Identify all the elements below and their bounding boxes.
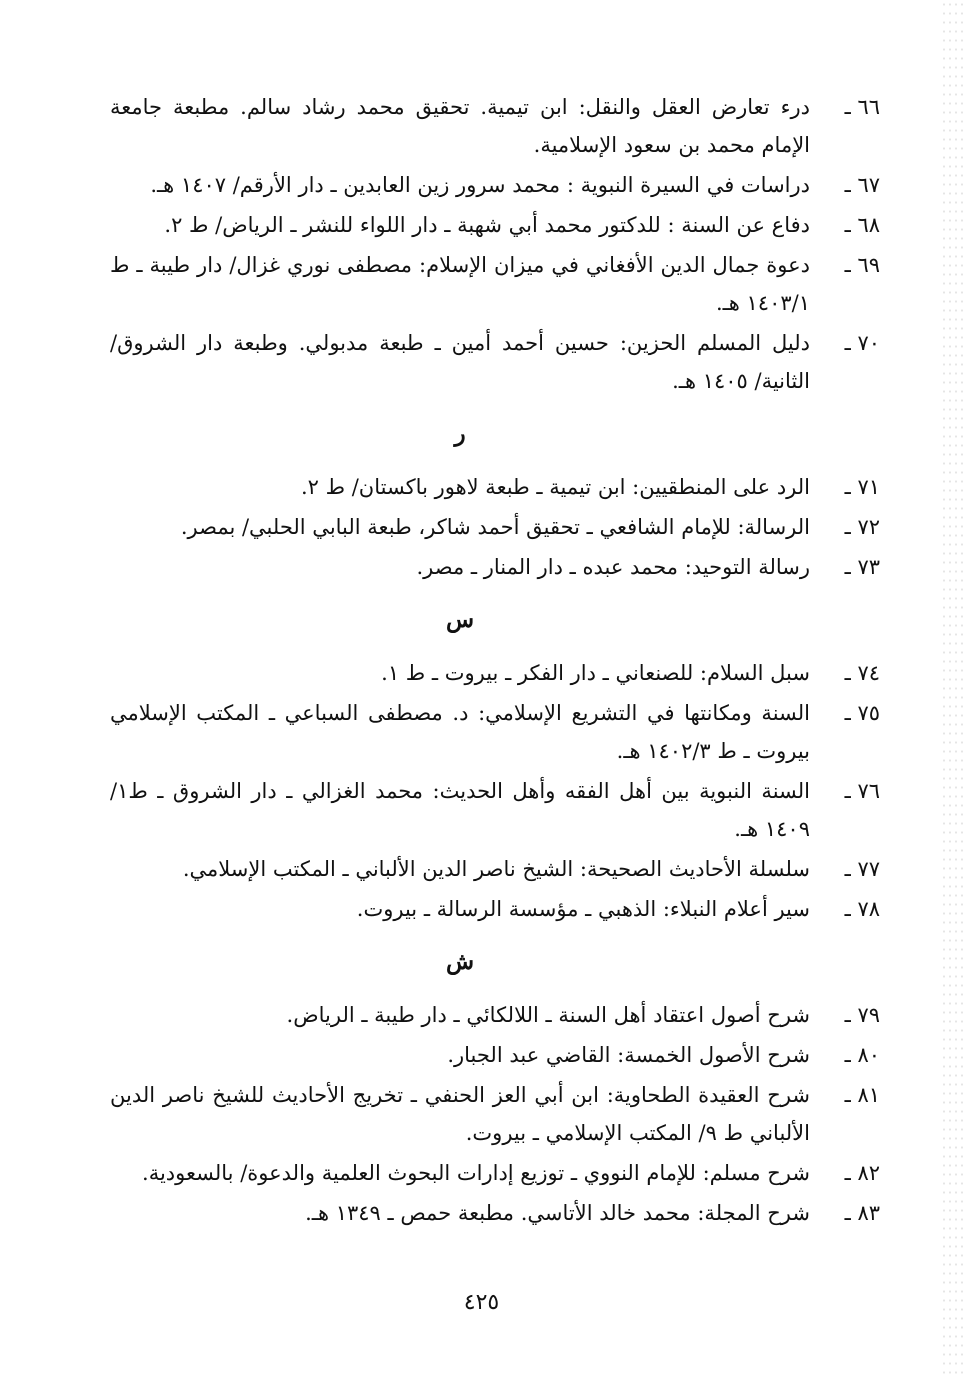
bibliography-entry [110,324,880,400]
bibliography-entry [110,508,880,546]
entry-number: ٧٠ ـ [844,331,880,355]
bibliography-entry [110,1076,880,1152]
entry-text: الرسالة: للإمام الشافعي ـ تحقيق أحمد شاكر، طبعة البابي الحلبي/ بمصر. [180,515,810,539]
entry-number: ٧٦ ـ [844,779,880,803]
entry-number: ٨٢ ـ [844,1161,880,1185]
entry-number: ٧٢ ـ [844,515,880,539]
entry-text: السنة النبوية بين أهل الفقه وأهل الحديث: محمد الغزالي ـ دار الشروق ـ ط١/ ١٤٠٩ هـ. [110,779,810,841]
entry-text: سلسلة الأحاديث الصحيحة: الشيخ ناصر الدين الألباني ـ المكتب الإسلامي. [182,857,810,881]
bibliography-entry [110,890,880,928]
entry-number: ٧٨ ـ [844,897,880,921]
bibliography-entry [110,996,880,1034]
bibliography-entry [110,548,880,586]
entry-number: ٧١ ـ [844,475,880,499]
entry-number: ٧٧ ـ [844,857,880,881]
entry-text: دراسات في السيرة النبوية : محمد سرور زين العابدين ـ دار الأرقم/ ١٤٠٧ هـ. [150,173,810,197]
bibliography-entry [110,206,880,244]
entry-number: ٦٦ ـ [844,95,880,119]
entry-text: شرح العقيدة الطحاوية: ابن أبي العز الحنفي ـ تخريج الأحاديث للشيخ ناصر الدين الألباني ط ٩/ المكتب الإسلامي ـ بيروت. [110,1083,810,1145]
entry-number: ٦٧ ـ [844,173,880,197]
scan-edge-noise [941,0,963,1375]
section-letter-heading: ر [454,420,466,447]
entry-text: دفاع عن السنة : للدكتور محمد أبي شهبة ـ دار اللواء للنشر ـ الرياض/ ط ٢. [164,213,810,237]
entry-number: ٨١ ـ [844,1083,880,1107]
entry-number: ٧٣ ـ [844,555,880,579]
entry-number: ٧٩ ـ [844,1003,880,1027]
section-letter-heading: س [445,606,475,633]
entry-text: دعوة جمال الدين الأفغاني في ميزان الإسلام: مصطفى نوري غزال/ دار طيبة ـ ط ١٤٠٣/١ هـ. [110,253,810,315]
entry-text: سبل السلام: للصنعاني ـ دار الفكر ـ بيروت ـ ط ١. [381,661,810,685]
bibliography-entry [110,1036,880,1074]
entry-text: درء تعارض العقل والنقل: ابن تيمية. تحقيق محمد رشاد سالم. مطبعة جامعة الإمام محمد بن سعود الإسلامية. [110,95,810,157]
bibliography-entry [110,654,880,692]
bibliography-list [110,88,880,1234]
entry-number: ٧٥ ـ [844,701,880,725]
section-letter-heading: ش [445,948,475,975]
entry-text: شرح أصول اعتقاد أهل السنة ـ اللالكائي ـ دار طيبة ـ الرياض. [286,1003,810,1027]
entry-text: رسالة التوحيد: محمد عبده ـ دار المنار ـ مصر. [416,555,810,579]
bibliography-entry [110,850,880,888]
bibliography-entry [110,88,880,164]
page-number: ٤٢٥ [463,1290,500,1315]
bibliography-entry [110,1154,880,1192]
bibliography-entry [110,1194,880,1232]
entry-text: شرح مسلم: للإمام النووي ـ توزيع إدارات البحوث العلمية والدعوة/ بالسعودية. [142,1161,810,1185]
bibliography-entry [110,468,880,506]
bibliography-entry [110,772,880,848]
entry-text: الرد على المنطقيين: ابن تيمية ـ طبعة لاهور باكستان/ ط ٢. [300,475,810,499]
entry-text: شرح الأصول الخمسة: القاضي عبد الجبار. [447,1043,810,1067]
bibliography-entry [110,246,880,322]
entry-text: شرح المجلة: محمد خالد الأتاسي. مطبعة حمص ـ ١٣٤٩ هـ. [305,1201,810,1225]
entry-number: ٨٠ ـ [844,1043,880,1067]
entry-text: سير أعلام النبلاء: الذهبي ـ مؤسسة الرسالة ـ بيروت. [356,897,810,921]
entry-text: دليل المسلم الحزين: حسين أحمد أمين ـ طبعة مدبولي. وطبعة دار الشروق/الثانية/ ١٤٠٥ هـ. [110,331,810,393]
entry-text: السنة ومكانتها في التشريع الإسلامي: د. مصطفى السباعي ـ المكتب الإسلامي بيروت ـ ط ١٤٠٢/٣ هـ. [110,701,810,763]
entry-number: ٦٨ ـ [844,213,880,237]
entry-number: ٦٩ ـ [844,253,880,277]
bibliography-entry [110,166,880,204]
bibliography-entry [110,694,880,770]
entry-number: ٨٣ ـ [844,1201,880,1225]
entry-number: ٧٤ ـ [844,661,880,685]
